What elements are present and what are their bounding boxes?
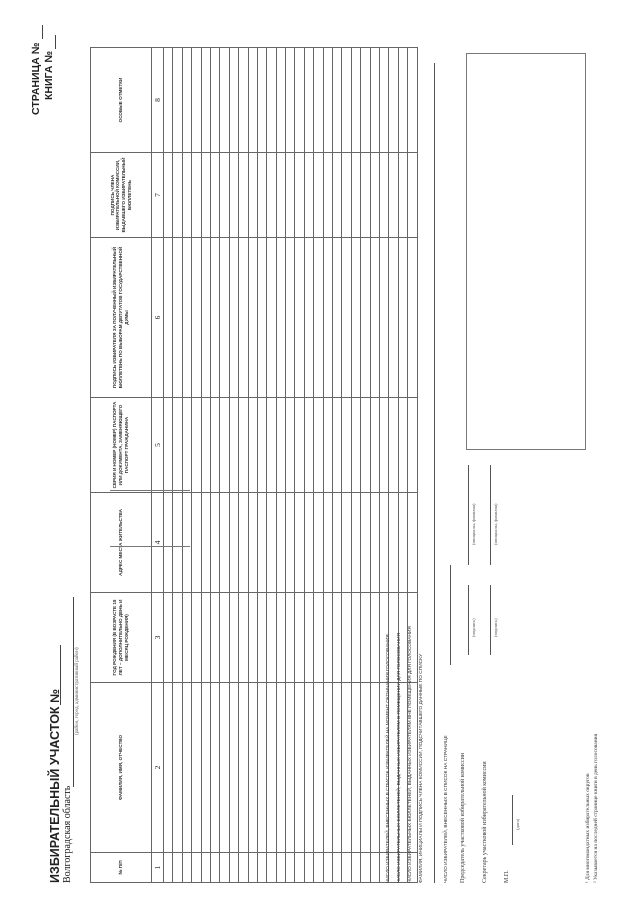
page-voter-count-line <box>450 565 451 665</box>
column-header-8: ОСОБЫЕ ОТМЕТКИ <box>91 48 152 153</box>
table-cell[interactable] <box>248 238 257 398</box>
notes-box <box>466 53 586 450</box>
table-cell[interactable] <box>257 48 266 153</box>
table-cell[interactable] <box>210 853 219 883</box>
table-cell[interactable] <box>342 593 351 683</box>
table-cell[interactable] <box>361 238 370 398</box>
table-row <box>201 48 210 883</box>
table-cell[interactable] <box>210 398 219 493</box>
column-number-row <box>152 48 164 883</box>
table-cell[interactable] <box>220 493 229 593</box>
table-cell[interactable] <box>201 593 210 683</box>
table-cell[interactable] <box>333 238 342 398</box>
table-cell[interactable] <box>333 153 342 238</box>
chairman-label: Председатель участковой избирательной комиссии <box>460 753 466 883</box>
table-cell[interactable] <box>164 853 173 883</box>
secretary-name-hint: (инициалы, фамилия) <box>493 503 498 545</box>
table-cell[interactable] <box>192 153 201 238</box>
table-cell[interactable] <box>351 238 360 398</box>
table-cell[interactable] <box>295 853 304 883</box>
table-cell[interactable] <box>164 238 173 398</box>
table-cell[interactable] <box>333 593 342 683</box>
table-cell[interactable] <box>173 853 182 883</box>
table-cell[interactable] <box>379 48 388 153</box>
page-number-line <box>42 25 43 39</box>
table-row <box>192 48 201 883</box>
table-cell[interactable] <box>342 493 351 593</box>
table-cell[interactable] <box>248 48 257 153</box>
table-row <box>239 48 248 883</box>
table-cell[interactable] <box>276 593 285 683</box>
column-number-8: 8 <box>152 48 164 153</box>
table-row <box>361 48 370 883</box>
table-row <box>276 48 285 883</box>
table-cell[interactable] <box>257 238 266 398</box>
table-cell[interactable] <box>295 238 304 398</box>
table-cell[interactable] <box>398 493 407 593</box>
table-cell[interactable] <box>164 48 173 153</box>
table-cell[interactable] <box>210 593 219 683</box>
table-cell[interactable] <box>314 48 323 153</box>
table-cell[interactable] <box>295 593 304 683</box>
table-cell[interactable] <box>333 48 342 153</box>
table-cell[interactable] <box>267 398 276 493</box>
column-header-7: ПОДПИСЬ ЧЛЕНА ИЗБИРАТЕЛЬНОЙ КОМИССИИ, ВЫДАВШЕГО ИЗБИРАТЕЛЬНЫЙ БЮЛЛЕТЕНЬ <box>91 153 152 238</box>
table-cell[interactable] <box>295 493 304 593</box>
footnote-2: ² Указывается на последней странице книги в день голосования <box>593 733 599 883</box>
table-cell[interactable] <box>276 493 285 593</box>
table-cell[interactable] <box>408 153 417 238</box>
table-cell[interactable] <box>164 153 173 238</box>
table-cell[interactable] <box>229 853 238 883</box>
column-header-6: ПОДПИСЬ ИЗБИРАТЕЛЯ ЗА ПОЛУЧЕННЫЙ ИЗБИРАТЕЛЬНЫЙ БЮЛЛЕТЕНЬ ПО ВЫБОРАМ ДЕПУТАТОВ ГОСУДАРСТВЕННОЙ ДУМЫ <box>91 238 152 398</box>
table-cell[interactable] <box>276 853 285 883</box>
table-cell[interactable] <box>370 853 379 883</box>
table-cell[interactable] <box>398 398 407 493</box>
table-cell[interactable] <box>408 493 417 593</box>
table-cell[interactable] <box>182 593 191 683</box>
table-cell[interactable] <box>229 493 238 593</box>
table-cell[interactable] <box>192 683 201 853</box>
table-cell[interactable] <box>304 853 313 883</box>
table-cell[interactable] <box>314 853 323 883</box>
statement-total-voters: ЧИСЛО ИЗБИРАТЕЛЕЙ, ВНЕСЕННЫХ В СПИСОК ИЗБИРАТЕЛЕЙ НА МОМЕНТ ОКОНЧАНИЯ ГОЛОСОВАНИЯ <box>386 634 391 883</box>
table-cell[interactable] <box>314 593 323 683</box>
table-cell[interactable] <box>239 238 248 398</box>
table-cell[interactable] <box>333 853 342 883</box>
table-cell[interactable] <box>370 593 379 683</box>
chairman-name-hint: (инициалы, фамилия) <box>471 503 476 545</box>
column-number-3: 3 <box>152 593 164 683</box>
table-cell[interactable] <box>370 493 379 593</box>
voter-table <box>90 47 418 883</box>
statements-divider <box>434 63 435 883</box>
column-header-2: ФАМИЛИЯ, ИМЯ, ОТЧЕСТВО <box>91 683 152 853</box>
table-cell[interactable] <box>192 593 201 683</box>
table-body <box>152 48 418 883</box>
table-cell[interactable] <box>239 398 248 493</box>
table-cell[interactable] <box>229 398 238 493</box>
table-row <box>323 48 332 883</box>
table-cell[interactable] <box>304 153 313 238</box>
table-cell[interactable] <box>342 853 351 883</box>
table-cell[interactable] <box>286 398 295 493</box>
table-cell[interactable] <box>201 493 210 593</box>
table-row <box>164 48 173 883</box>
table-cell[interactable] <box>314 153 323 238</box>
table-cell[interactable] <box>192 48 201 153</box>
table-cell[interactable] <box>257 593 266 683</box>
table-cell[interactable] <box>173 683 182 853</box>
table-row <box>210 48 219 883</box>
table-cell[interactable] <box>351 48 360 153</box>
table-cell[interactable] <box>333 493 342 593</box>
table-cell[interactable] <box>295 48 304 153</box>
table-cell[interactable] <box>389 238 398 398</box>
table-cell[interactable] <box>370 48 379 153</box>
table-cell[interactable] <box>257 683 266 853</box>
table-cell[interactable] <box>304 398 313 493</box>
table-cell[interactable] <box>379 153 388 238</box>
table-row <box>370 48 379 883</box>
table-cell[interactable] <box>276 153 285 238</box>
table-cell[interactable] <box>248 493 257 593</box>
table-cell[interactable] <box>323 398 332 493</box>
table-cell[interactable] <box>220 153 229 238</box>
table-cell[interactable] <box>220 238 229 398</box>
table-cell[interactable] <box>182 683 191 853</box>
secretary-signature-line <box>490 585 491 655</box>
table-cell[interactable] <box>361 593 370 683</box>
table-cell[interactable] <box>323 153 332 238</box>
table-cell[interactable] <box>286 493 295 593</box>
table-cell[interactable] <box>201 683 210 853</box>
table-cell[interactable] <box>304 48 313 153</box>
table-cell[interactable] <box>220 48 229 153</box>
table-cell[interactable] <box>351 398 360 493</box>
region-label: Волгоградская область <box>62 785 73 883</box>
table-cell[interactable] <box>398 238 407 398</box>
table-cell[interactable] <box>239 683 248 853</box>
table-cell[interactable] <box>229 153 238 238</box>
table-cell[interactable] <box>370 153 379 238</box>
table-cell[interactable] <box>220 593 229 683</box>
table-cell[interactable] <box>342 153 351 238</box>
table-cell[interactable] <box>286 48 295 153</box>
page-number-label: СТРАНИЦА № <box>30 42 42 115</box>
table-cell[interactable] <box>239 48 248 153</box>
table-cell[interactable] <box>370 398 379 493</box>
table-cell[interactable] <box>342 683 351 853</box>
table-cell[interactable] <box>351 493 360 593</box>
column-number-7: 7 <box>152 153 164 238</box>
table-cell[interactable] <box>286 683 295 853</box>
table-cell[interactable] <box>257 153 266 238</box>
table-cell[interactable] <box>210 683 219 853</box>
table-row <box>342 48 351 883</box>
table-cell[interactable] <box>351 593 360 683</box>
table-cell[interactable] <box>201 153 210 238</box>
table-cell[interactable] <box>173 398 182 493</box>
table-cell[interactable] <box>229 593 238 683</box>
column-number-2: 2 <box>152 683 164 853</box>
page-voter-count-label: ЧИСЛО ИЗБИРАТЕЛЕЙ, ВНЕСЕННЫХ В СПИСОК НА СТРАНИЦЕ <box>444 735 449 883</box>
table-row <box>182 48 191 883</box>
table-cell[interactable] <box>210 238 219 398</box>
precinct-number-line <box>60 645 61 705</box>
table-cell[interactable] <box>304 683 313 853</box>
table-cell[interactable] <box>323 853 332 883</box>
table-cell[interactable] <box>201 853 210 883</box>
table-cell[interactable] <box>361 153 370 238</box>
table-cell[interactable] <box>192 238 201 398</box>
table-row <box>314 48 323 883</box>
table-cell[interactable] <box>173 238 182 398</box>
table-cell[interactable] <box>239 153 248 238</box>
table-cell[interactable] <box>389 153 398 238</box>
column-header-4: АДРЕС МЕСТА ЖИТЕЛЬСТВА <box>91 493 152 593</box>
column-number-1: 1 <box>152 853 164 883</box>
table-cell[interactable] <box>389 48 398 153</box>
table-cell[interactable] <box>248 853 257 883</box>
table-cell[interactable] <box>323 48 332 153</box>
secretary-label: Секретарь участковой избирательной комиссии <box>482 761 488 883</box>
table-cell[interactable] <box>389 398 398 493</box>
table-cell[interactable] <box>210 48 219 153</box>
statement-ballots-inside: ЧИСЛО ИЗБИРАТЕЛЬНЫХ БЮЛЛЕТЕНЕЙ, ВЫДАННЫХ ИЗБИРАТЕЛЯМ В ПОМЕЩЕНИИ ДЛЯ ГОЛОСОВАНИЯ <box>397 632 402 883</box>
table-cell[interactable] <box>314 493 323 593</box>
statement-ballots-outside: ЧИСЛО ИЗБИРАТЕЛЬНЫХ БЮЛЛЕТЕНЕЙ, ВЫДАННЫХ ИЗБИРАТЕЛЯМ ВНЕ ПОМЕЩЕНИЯ ДЛЯ ГОЛОСОВАНИЯ <box>408 626 413 883</box>
table-row <box>295 48 304 883</box>
table-cell[interactable] <box>267 48 276 153</box>
table-cell[interactable] <box>220 853 229 883</box>
table-cell[interactable] <box>182 153 191 238</box>
table-cell[interactable] <box>276 398 285 493</box>
table-cell[interactable] <box>408 238 417 398</box>
table-row <box>248 48 257 883</box>
table-cell[interactable] <box>342 238 351 398</box>
table-cell[interactable] <box>276 48 285 153</box>
table-cell[interactable] <box>361 398 370 493</box>
table-cell[interactable] <box>314 238 323 398</box>
region-line <box>73 597 74 787</box>
table-row <box>267 48 276 883</box>
table-row <box>257 48 266 883</box>
page-title: ИЗБИРАТЕЛЬНЫЙ УЧАСТОК № <box>48 689 62 883</box>
table-cell[interactable] <box>164 683 173 853</box>
table-cell[interactable] <box>398 153 407 238</box>
table-cell[interactable] <box>229 683 238 853</box>
table-cell[interactable] <box>333 398 342 493</box>
table-cell[interactable] <box>239 593 248 683</box>
chairman-name-line <box>468 465 469 565</box>
date-line <box>512 795 513 845</box>
table-cell[interactable] <box>351 853 360 883</box>
table-cell[interactable] <box>276 683 285 853</box>
table-cell[interactable] <box>210 493 219 593</box>
table-cell[interactable] <box>182 238 191 398</box>
secretary-name-line <box>490 465 491 565</box>
table-cell[interactable] <box>192 493 201 593</box>
table-cell[interactable] <box>351 153 360 238</box>
table-cell[interactable] <box>248 398 257 493</box>
table-cell[interactable] <box>267 593 276 683</box>
table-cell[interactable] <box>295 683 304 853</box>
table-cell[interactable] <box>267 493 276 593</box>
table-cell[interactable] <box>210 153 219 238</box>
table-cell[interactable] <box>182 853 191 883</box>
statement-counter-signature: ФАМИЛИЯ, ИНИЦИАЛЫ И ПОДПИСЬ ЧЛЕНА КОМИССИИ, ПОДСЧИТАВШЕГО ДАННЫЕ ПО СПИСКУ <box>419 653 424 883</box>
table-cell[interactable] <box>408 48 417 153</box>
table-row <box>351 48 360 883</box>
table-cell[interactable] <box>379 493 388 593</box>
table-cell[interactable] <box>370 683 379 853</box>
table-cell[interactable] <box>323 683 332 853</box>
column-number-5: 5 <box>152 398 164 493</box>
table-cell[interactable] <box>323 593 332 683</box>
table-row <box>304 48 313 883</box>
column-header-5: СЕРИЯ И НОМЕР (НОМЕР) ПАСПОРТА ИЛИ ДОКУМЕНТА, ЗАМЕНЯЮЩЕГО ПАСПОРТ ГРАЖДАНИНА <box>91 398 152 493</box>
table-row <box>220 48 229 883</box>
table-cell[interactable] <box>295 153 304 238</box>
table-cell[interactable] <box>342 48 351 153</box>
table-cell[interactable] <box>342 398 351 493</box>
table-cell[interactable] <box>323 238 332 398</box>
column-header-3: ГОД РОЖДЕНИЯ (В ВОЗРАСТЕ 18 ЛЕТ – ДОПОЛНИТЕЛЬНО ДЕНЬ И МЕСЯЦ РОЖДЕНИЯ) <box>91 593 152 683</box>
table-row <box>229 48 238 883</box>
table-cell[interactable] <box>173 593 182 683</box>
chairman-signature-line <box>468 585 469 655</box>
table-cell[interactable] <box>351 683 360 853</box>
table-cell[interactable] <box>220 683 229 853</box>
footnote-1: ¹ Для многомандатных избирательных округов <box>585 773 591 883</box>
table-cell[interactable] <box>295 398 304 493</box>
table-cell[interactable] <box>267 238 276 398</box>
column-number-6: 6 <box>152 238 164 398</box>
table-cell[interactable] <box>201 398 210 493</box>
table-cell[interactable] <box>229 238 238 398</box>
table-cell[interactable] <box>361 48 370 153</box>
table-cell[interactable] <box>164 593 173 683</box>
vertical-stamp-lines <box>110 490 190 547</box>
table-cell[interactable] <box>257 493 266 593</box>
book-number-line <box>55 35 56 49</box>
table-cell[interactable] <box>248 593 257 683</box>
date-hint: (дата) <box>515 818 520 830</box>
book-number-label: КНИГА № <box>43 50 55 100</box>
table-cell[interactable] <box>304 493 313 593</box>
table-cell[interactable] <box>314 683 323 853</box>
table-cell[interactable] <box>389 493 398 593</box>
table-cell[interactable] <box>173 48 182 153</box>
table-row <box>286 48 295 883</box>
column-header-1: № П/П <box>91 853 152 883</box>
column-number-4: 4 <box>152 493 164 593</box>
table-cell[interactable] <box>248 153 257 238</box>
table-row <box>333 48 342 883</box>
table-cell[interactable] <box>276 238 285 398</box>
table-cell[interactable] <box>164 398 173 493</box>
table-cell[interactable] <box>182 398 191 493</box>
table-cell[interactable] <box>267 853 276 883</box>
table-cell[interactable] <box>239 853 248 883</box>
table-cell[interactable] <box>229 48 238 153</box>
table-cell[interactable] <box>361 683 370 853</box>
table-header-row <box>91 48 152 883</box>
table-cell[interactable] <box>286 853 295 883</box>
table-cell[interactable] <box>257 853 266 883</box>
table-cell[interactable] <box>201 48 210 153</box>
table-cell[interactable] <box>192 398 201 493</box>
table-cell[interactable] <box>286 593 295 683</box>
table-cell[interactable] <box>304 238 313 398</box>
table-cell[interactable] <box>220 398 229 493</box>
table-cell[interactable] <box>173 153 182 238</box>
table-cell[interactable] <box>408 398 417 493</box>
table-cell[interactable] <box>257 398 266 493</box>
table-cell[interactable] <box>201 238 210 398</box>
table-cell[interactable] <box>361 493 370 593</box>
table-cell[interactable] <box>304 593 313 683</box>
table-cell[interactable] <box>314 398 323 493</box>
secretary-signature-hint: (подпись) <box>493 618 498 637</box>
table-cell[interactable] <box>361 853 370 883</box>
table-cell[interactable] <box>267 153 276 238</box>
table-row <box>173 48 182 883</box>
table-cell[interactable] <box>182 48 191 153</box>
chairman-signature-hint: (подпись) <box>471 618 476 637</box>
table-cell[interactable] <box>333 683 342 853</box>
seal-label: М.П. <box>504 870 510 883</box>
table-cell[interactable] <box>286 153 295 238</box>
table-cell[interactable] <box>286 238 295 398</box>
table-cell[interactable] <box>239 493 248 593</box>
table-cell[interactable] <box>379 398 388 493</box>
table-cell[interactable] <box>192 853 201 883</box>
table-cell[interactable] <box>379 238 388 398</box>
table-cell[interactable] <box>248 683 257 853</box>
table-cell[interactable] <box>323 493 332 593</box>
table-cell[interactable] <box>370 238 379 398</box>
region-hint: (район, город, административный район) <box>75 647 80 735</box>
table-cell[interactable] <box>267 683 276 853</box>
table-cell[interactable] <box>398 48 407 153</box>
